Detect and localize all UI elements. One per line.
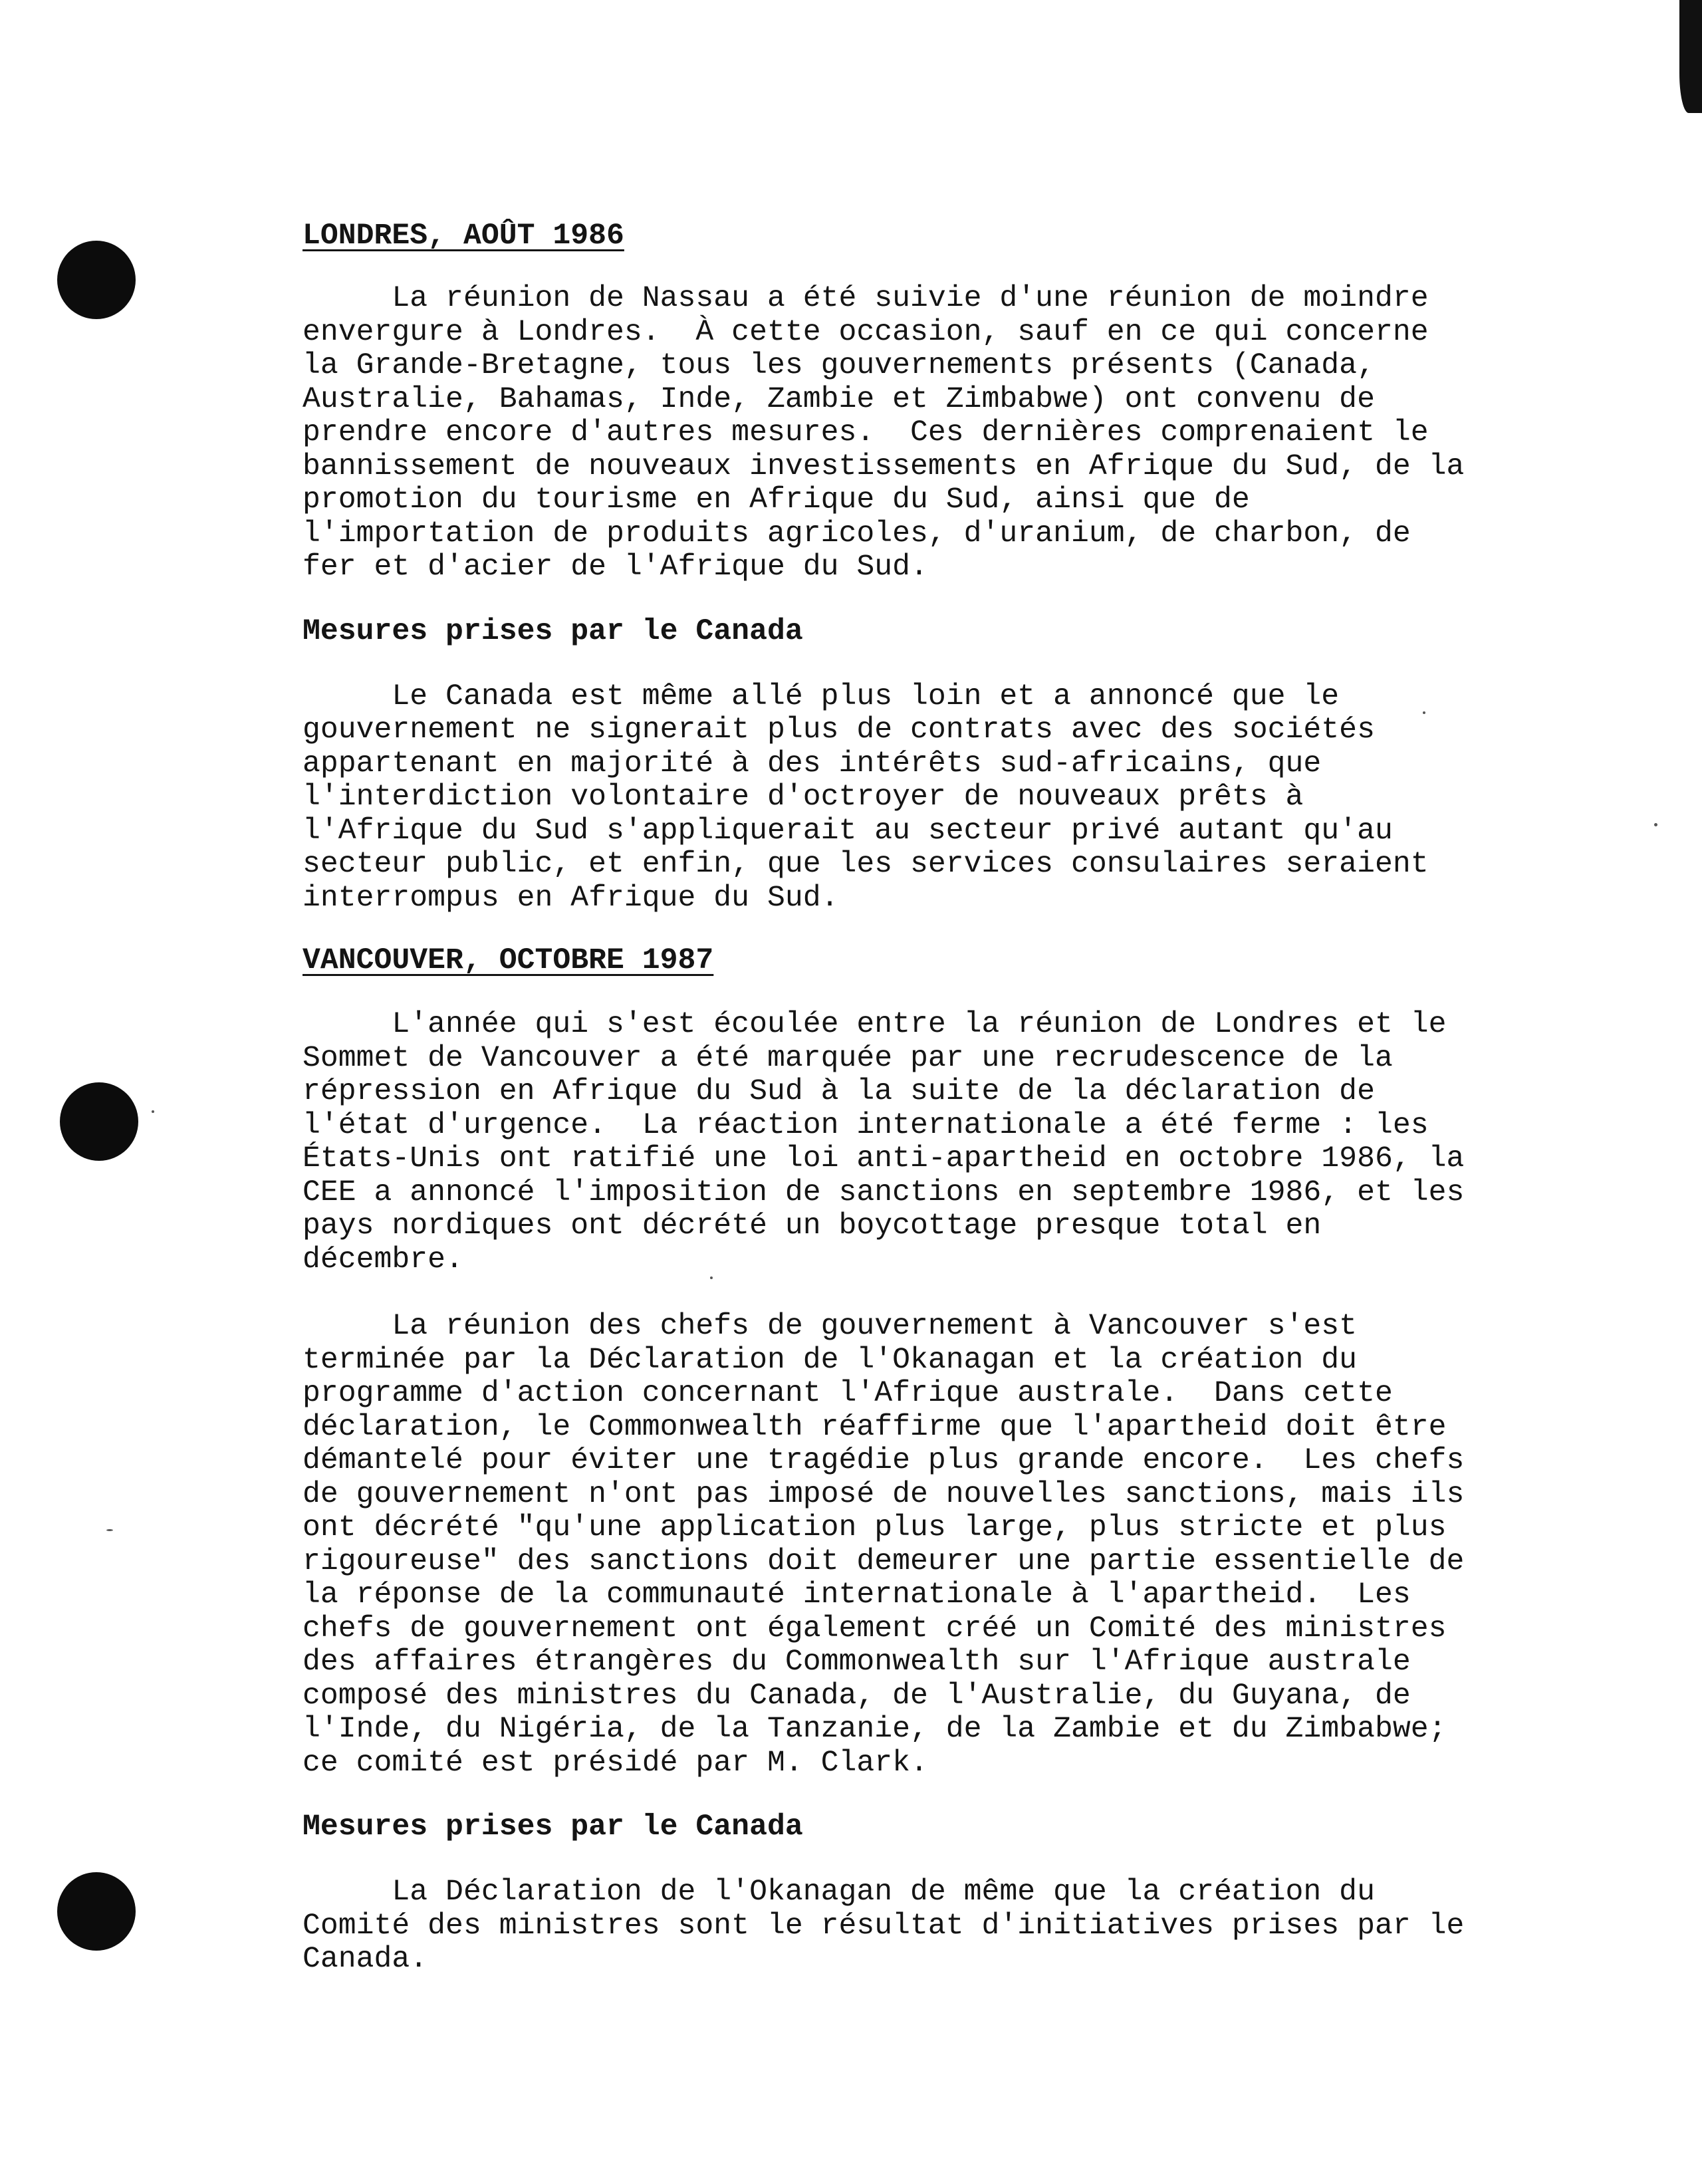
text-line: l'importation de produits agricoles, d'uranium, de charbon, de	[303, 517, 1411, 550]
document-body	[303, 219, 1639, 1977]
scan-speck	[106, 1529, 113, 1531]
text-line: États-Unis ont ratifié une loi anti-apartheid en octobre 1986, la	[303, 1142, 1465, 1175]
text-line: gouvernement ne signerait plus de contrats avec des sociétés	[303, 713, 1375, 747]
section-heading-londres: LONDRES, AOÛT 1986	[303, 219, 624, 253]
text-line: bannissement de nouveaux investissements en Afrique du Sud, de la	[303, 449, 1465, 483]
text-line: chefs de gouvernement ont également créé un Comité des ministres	[303, 1612, 1447, 1645]
text-line: l'état d'urgence. La réaction internationale a été ferme : les	[303, 1108, 1429, 1142]
text-line: la réponse de la communauté internationale à l'apartheid. Les	[303, 1578, 1411, 1612]
section-heading-vancouver: VANCOUVER, OCTOBRE 1987	[303, 944, 714, 977]
text-line: déclaration, le Commonwealth réaffirme que l'apartheid doit être	[303, 1410, 1447, 1444]
text-line: CEE a annoncé l'imposition de sanctions en septembre 1986, et les	[303, 1175, 1465, 1209]
text-line: L'année qui s'est écoulée entre la réunion de Londres et le	[303, 1008, 1447, 1041]
text-line: rigoureuse" des sanctions doit demeurer une partie essentielle de	[303, 1544, 1465, 1578]
text-line: l'interdiction volontaire d'octroyer de nouveaux prêts à	[303, 781, 1304, 814]
text-line: l'Afrique du Sud s'appliquerait au secteur privé autant qu'au	[303, 814, 1393, 848]
text-line: secteur public, et enfin, que les services consulaires seraient	[303, 848, 1429, 881]
text-line: prendre encore d'autres mesures. Ces dernières comprenaient le	[303, 416, 1429, 449]
text-line: la Grande-Bretagne, tous les gouvernements présents (Canada,	[303, 349, 1375, 382]
text-line: La réunion des chefs de gouvernement à Vancouver s'est	[303, 1310, 1358, 1343]
text-line: démantelé pour éviter une tragédie plus grande encore. Les chefs	[303, 1444, 1465, 1477]
text-line: composé des ministres du Canada, de l'Australie, du Guyana, de	[303, 1679, 1411, 1713]
text-line: terminée par la Déclaration de l'Okanagan et la création du	[303, 1343, 1358, 1377]
subheading-mesures-canada-1: Mesures prises par le Canada	[303, 614, 803, 648]
text-line: des affaires étrangères du Commonwealth sur l'Afrique australe	[303, 1645, 1411, 1679]
punch-hole-middle	[60, 1082, 138, 1161]
text-line: Comité des ministres sont le résultat d'initiatives prises par le	[303, 1909, 1465, 1943]
text-line: La réunion de Nassau a été suivie d'une réunion de moindre	[303, 282, 1429, 315]
scan-speck	[1654, 823, 1657, 826]
text-line: de gouvernement n'ont pas imposé de nouvelles sanctions, mais ils	[303, 1477, 1465, 1511]
paragraph-londres-1	[303, 282, 1639, 584]
scan-edge-mark	[1679, 0, 1702, 113]
text-line: ce comité est présidé par M. Clark.	[303, 1746, 928, 1780]
scan-speck	[152, 1110, 154, 1113]
text-line: promotion du tourisme en Afrique du Sud, ainsi que de	[303, 483, 1250, 517]
subheading-mesures-canada-2: Mesures prises par le Canada	[303, 1810, 803, 1844]
text-line: Canada.	[303, 1943, 428, 1976]
paragraph-mesures-canada-1	[303, 680, 1639, 915]
paragraph-vancouver-1	[303, 1008, 1639, 1276]
text-line: ont décrété "qu'une application plus large, plus stricte et plus	[303, 1511, 1447, 1544]
text-line: Le Canada est même allé plus loin et a annoncé que le	[303, 679, 1340, 713]
text-line: fer et d'acier de l'Afrique du Sud.	[303, 550, 928, 584]
text-line: interrompus en Afrique du Sud.	[303, 881, 839, 915]
text-line: répression en Afrique du Sud à la suite de la déclaration de	[303, 1075, 1375, 1108]
paragraph-mesures-canada-2	[303, 1876, 1639, 1977]
text-line: programme d'action concernant l'Afrique australe. Dans cette	[303, 1377, 1393, 1410]
text-line: l'Inde, du Nigéria, de la Tanzanie, de la Zambie et du Zimbabwe;	[303, 1713, 1447, 1746]
text-line: pays nordiques ont décrété un boycottage presque total en	[303, 1209, 1322, 1243]
text-line: La Déclaration de l'Okanagan de même que la création du	[303, 1876, 1375, 1909]
text-line: décembre.	[303, 1243, 463, 1276]
paragraph-vancouver-2	[303, 1310, 1639, 1780]
text-line: appartenant en majorité à des intérêts sud-africains, que	[303, 747, 1322, 781]
punch-hole-bottom	[57, 1872, 136, 1951]
text-line: Sommet de Vancouver a été marquée par une recrudescence de la	[303, 1041, 1393, 1075]
text-line: envergure à Londres. À cette occasion, sauf en ce qui concerne	[303, 315, 1429, 349]
punch-hole-top	[57, 241, 136, 319]
text-line: Australie, Bahamas, Inde, Zambie et Zimbabwe) ont convenu de	[303, 382, 1375, 416]
